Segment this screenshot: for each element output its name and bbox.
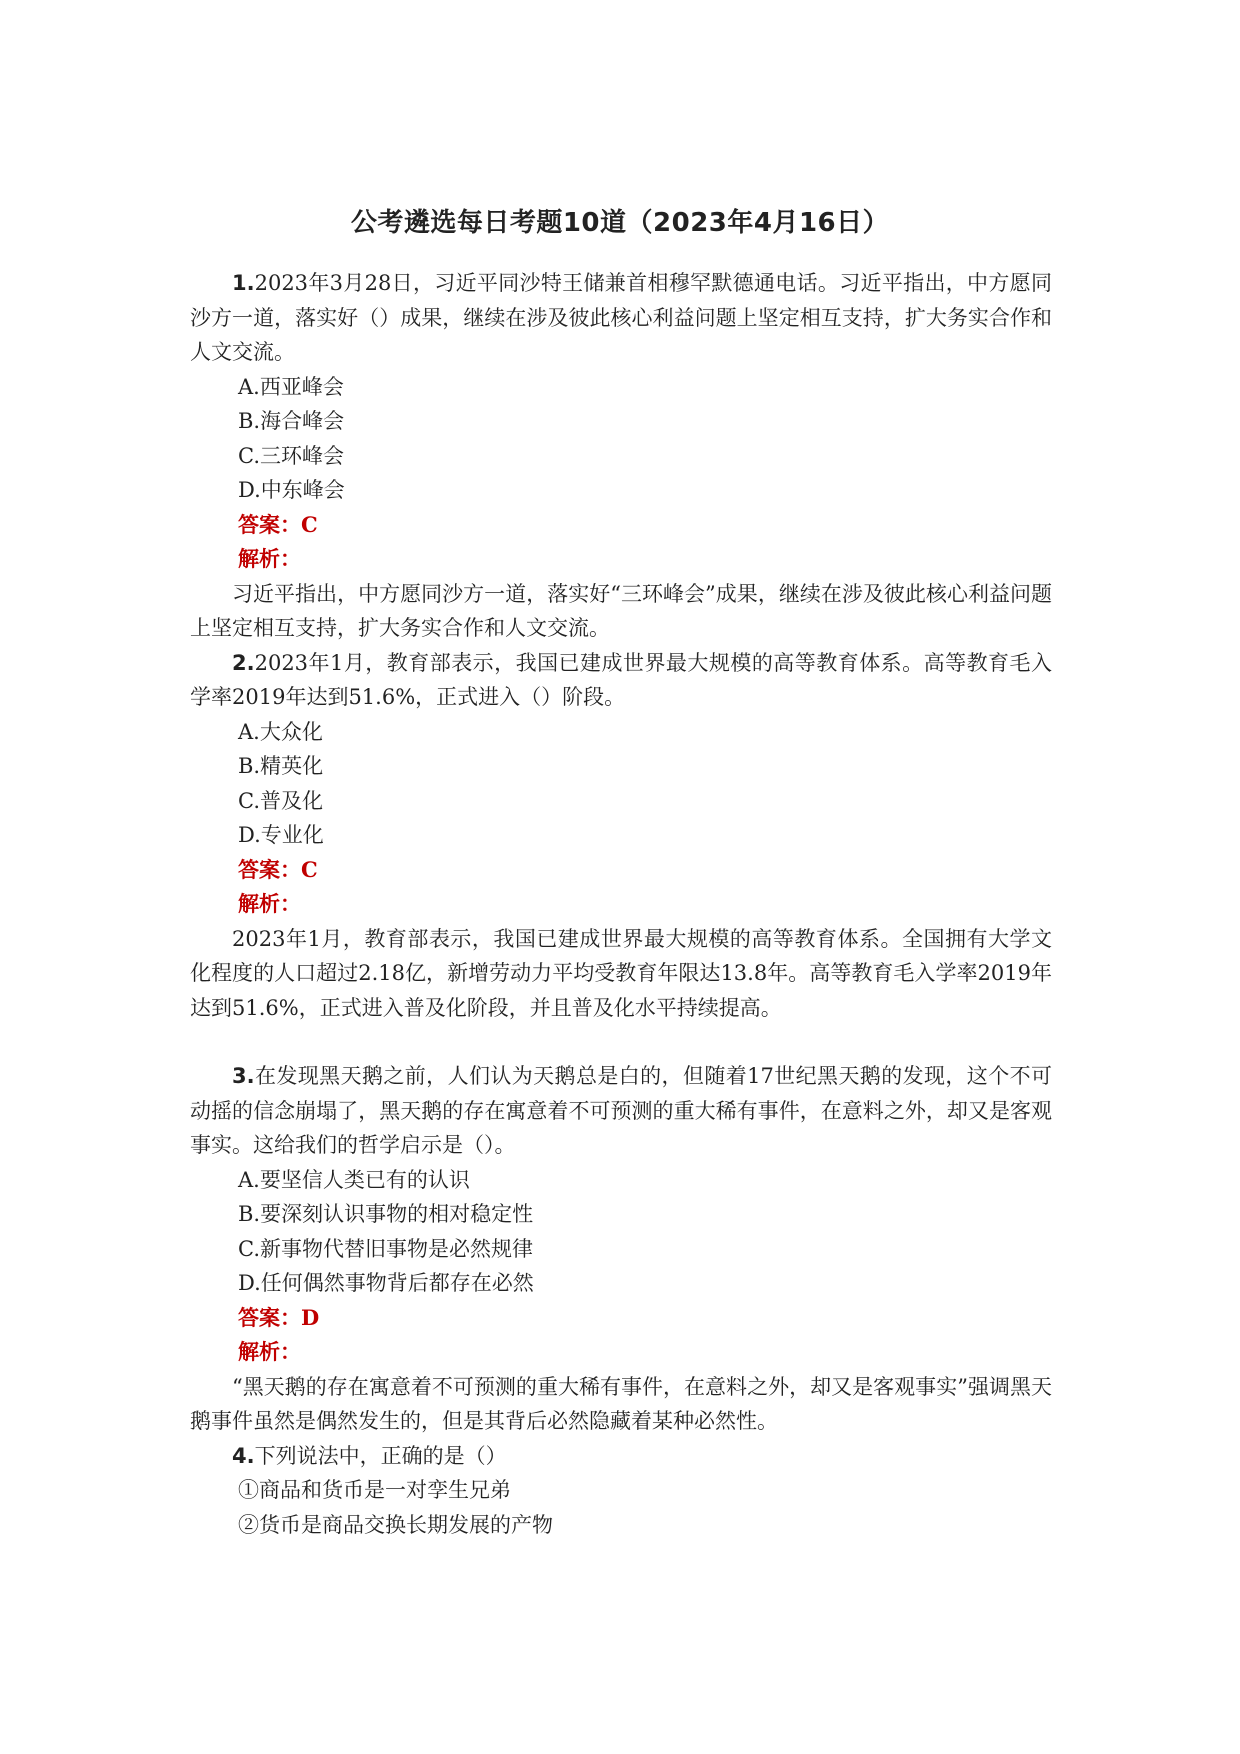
statement-1: ①商品和货币是一对孪生兄弟: [238, 1478, 511, 1502]
page-title: 公考遴选每日考题10道（2023年4月16日）: [350, 208, 890, 238]
analysis-label: 解析：: [238, 1339, 301, 1364]
question-1-stem: [190, 266, 1052, 370]
option-b: B.海合峰会: [238, 409, 345, 433]
question-number: 3.: [232, 1064, 255, 1088]
answer-label: 答案：C: [238, 856, 318, 882]
spacer: [190, 1025, 1052, 1059]
option-c: C.普及化: [238, 788, 323, 813]
option-a: A.西亚峰会: [238, 374, 344, 399]
analysis-text: 2023年1月，教育部表示，我国已建成世界最大规模的高等教育体系。全国拥有大学文化程度的人口超过2.18亿，新增劳动力平均受教育年限达13.8年。高等教育毛入学率2019年达到51.6%，正式进入普及化阶段，并且普及化水平持续提高。: [190, 926, 1052, 1020]
option-a: A.大众化: [238, 719, 323, 744]
question-3-stem: [190, 1059, 1052, 1163]
option-d: D.任何偶然事物背后都存在必然: [238, 1271, 534, 1295]
question-2-stem: [190, 646, 1052, 715]
statement-2: ②货币是商品交换长期发展的产物: [238, 1512, 553, 1537]
option-c: C.新事物代替旧事物是必然规律: [238, 1236, 533, 1261]
question-number: 4.: [232, 1443, 255, 1468]
analysis-text: “黑天鹅的存在寓意着不可预测的重大稀有事件，在意料之外，却又是客观事实”强调黑天鹅事件虽然是偶然发生的，但是其背后必然隐藏着某种必然性。: [190, 1374, 1052, 1433]
option-d: D.专业化: [238, 823, 324, 847]
question-text: 2023年1月，教育部表示，我国已建成世界最大规模的高等教育体系。高等教育毛入学率2019年达到51.6%，正式进入（）阶段。: [190, 650, 1052, 709]
question-4-stem: [190, 1439, 1052, 1474]
option-b: B.精英化: [238, 754, 324, 778]
analysis-label: 解析：: [238, 891, 301, 916]
option-c: C.三环峰会: [238, 443, 344, 468]
question-text: 在发现黑天鹅之前，人们认为天鹅总是白的，但随着17世纪黑天鹅的发现，这个不可动摇的信念崩塌了，黑天鹅的存在寓意着不可预测的重大稀有事件，在意料之外，却又是客观事实。这给我们的哲学启示是（）。: [190, 1064, 1052, 1157]
analysis-label: 解析：: [238, 546, 301, 571]
question-text: 2023年3月28日，习近平同沙特王储兼首相穆罕默德通电话。习近平指出，中方愿同沙方一道，落实好（）成果，继续在涉及彼此核心利益问题上坚定相互支持，扩大务实合作和人文交流。: [190, 271, 1052, 364]
question-number: 2.: [232, 650, 255, 675]
answer-label: 答案：D: [238, 1304, 320, 1330]
question-list: [190, 266, 1052, 1542]
question-text: 下列说法中，正确的是（）: [254, 1443, 507, 1468]
option-a: A.要坚信人类已有的认识: [238, 1167, 470, 1192]
analysis-text: 习近平指出，中方愿同沙方一道，落实好“三环峰会”成果，继续在涉及彼此核心利益问题上坚定相互支持，扩大务实合作和人文交流。: [190, 581, 1052, 640]
option-d: D.中东峰会: [238, 478, 345, 502]
question-number: 1.: [232, 271, 255, 295]
answer-label: 答案：C: [238, 511, 318, 537]
option-b: B.要深刻认识事物的相对稳定性: [238, 1202, 534, 1226]
